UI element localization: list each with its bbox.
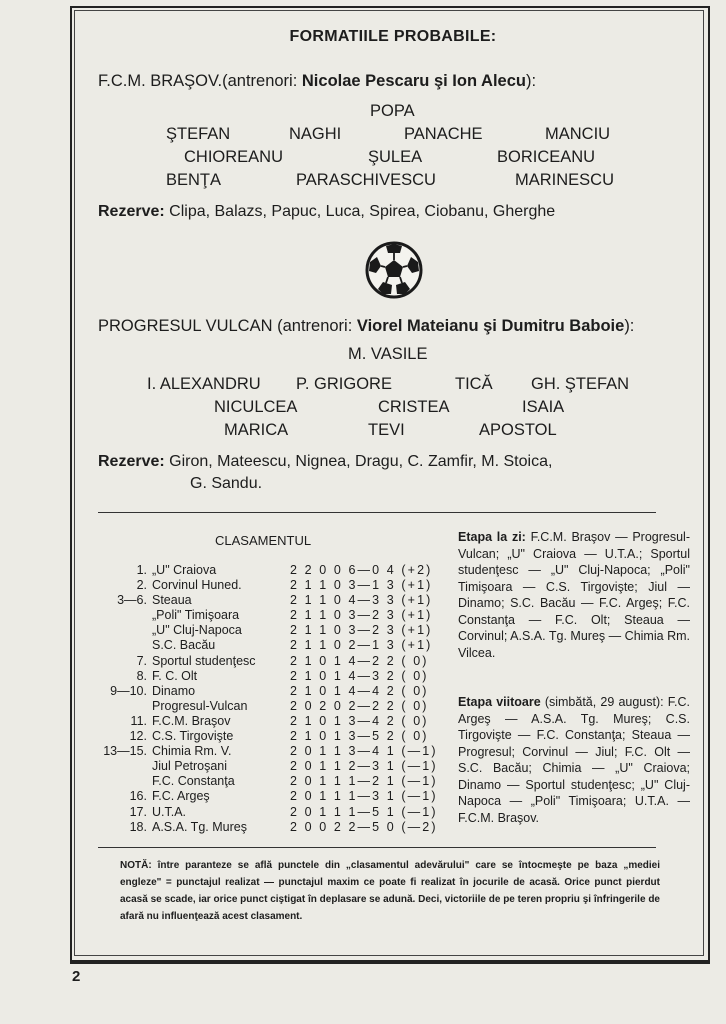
standings-record: 2 1 1 0 3—2 3 (+1) — [290, 608, 433, 623]
team2-defender: TICĂ — [455, 375, 493, 393]
standings-team: Sportul studenţesc — [152, 653, 256, 668]
football-icon — [364, 240, 424, 300]
team2-name: PROGRESUL VULCAN — [98, 317, 273, 335]
team1-coaches-prefix: (antrenori: — [222, 72, 302, 90]
bottom-rule — [70, 962, 710, 964]
standings-team: C.S. Tirgovişte — [152, 729, 234, 744]
team2-forward: TEVI — [368, 421, 405, 439]
team2-defender: GH. ŞTEFAN — [531, 375, 630, 393]
standings-position: 18. — [129, 819, 147, 834]
standings-team: A.S.A. Tg. Mureş — [152, 819, 247, 834]
standings-record: 2 1 0 1 4—4 2 ( 0) — [290, 683, 429, 698]
standings-position: 9—10. — [110, 683, 147, 698]
standings-position: 12. — [129, 729, 147, 744]
page-number: 2 — [72, 968, 81, 985]
standings-title: CLASAMENTUL — [215, 533, 312, 548]
team1-midfielder: BORICEANU — [497, 148, 596, 166]
standings-record: 2 1 0 1 3—5 2 ( 0) — [290, 729, 429, 744]
team2-coaches-suffix: ): — [624, 317, 635, 335]
team2-reserves-list: Giron, Mateescu, Nignea, Dragu, C. Zamfir, M. Stoica, — [169, 453, 553, 470]
current-round-label: Etapa la zi: — [458, 530, 526, 544]
team1-midfielder: CHIOREANU — [184, 148, 284, 166]
team2-midfielder: ISAIA — [522, 398, 565, 416]
team1-goalkeeper: POPA — [370, 102, 415, 120]
team2-forward: APOSTOL — [479, 421, 557, 439]
team1-coaches: Nicolae Pescaru şi Ion Alecu — [301, 72, 526, 90]
team1-defender: NAGHI — [289, 125, 342, 143]
standings-position: 3—6. — [117, 593, 147, 608]
standings-record: 2 1 0 1 3—4 2 ( 0) — [290, 713, 429, 728]
standings-team: Dinamo — [152, 683, 196, 698]
standings-record: 2 1 1 0 2—1 3 (+1) — [290, 638, 433, 653]
standings-record: 2 0 1 1 1—5 1 (—1) — [290, 804, 438, 819]
standings-team: F. C. Olt — [152, 668, 198, 683]
team1-forward: BENŢA — [166, 171, 222, 189]
standings-position: 17. — [129, 804, 147, 819]
current-round — [458, 529, 690, 661]
team1-defender: MANCIU — [545, 125, 611, 143]
standings-record: 2 0 1 1 1—2 1 (—1) — [290, 774, 438, 789]
team2-defender: I. ALEXANDRU — [147, 375, 261, 393]
standings-position: 11. — [130, 713, 147, 728]
standings-team: F.C. Constanţa — [152, 774, 235, 789]
standings-record: 2 0 1 1 1—3 1 (—1) — [290, 789, 438, 804]
standings-team: Chimia Rm. V. — [152, 744, 232, 759]
team2-goalkeeper: M. VASILE — [348, 345, 428, 363]
team1-reserves-label: Rezerve: — [98, 203, 165, 220]
standings-position: 16. — [129, 789, 147, 804]
team1-heading — [98, 72, 536, 91]
team1-reserves-list: Clipa, Balazs, Papuc, Luca, Spirea, Ciobanu, Gherghe — [169, 203, 556, 220]
next-round — [458, 694, 690, 826]
standings-position: 8. — [136, 668, 147, 683]
team2-coaches: Viorel Mateianu şi Dumitru Baboie — [356, 317, 625, 335]
standings-record: 2 0 0 2 2—5 0 (—2) — [290, 819, 438, 834]
team1-defender: ŞTEFAN — [166, 125, 231, 143]
team2-forward: MARICA — [224, 421, 289, 439]
current-round-text: F.C.M. Braşov — Progresul-Vulcan; „U" Craiova — U.T.A.; Sportul studenţesc — „U" Cluj-Napoca; „Poli" Timişoara — C.S. Tirgovişte; Jiul — Dinamo; S.C. Bacău — F.C. Argeş; F.C. Constanţa — F.C. Olt; Steaua — Corvinul; A.S.A. Tg. Mureş — Chimia Rm. Vilcea. — [458, 530, 690, 660]
standings-team: U.T.A. — [152, 804, 187, 819]
standings-position: 13—15. — [103, 744, 147, 759]
team1-midfielder: ŞULEA — [368, 148, 423, 166]
standings-team: „U" Craiova — [152, 563, 217, 577]
standings-team: „Poli" Timişoara — [152, 608, 240, 623]
standings-position: 1. — [136, 563, 147, 577]
standings-team: F.C.M. Braşov — [152, 713, 231, 728]
standings-team: F.C. Argeş — [152, 789, 210, 804]
team1-forward: MARINESCU — [515, 171, 615, 189]
standings-record: 2 0 1 1 2—3 1 (—1) — [290, 759, 438, 774]
team1-reserves — [98, 203, 555, 221]
standings-record: 2 2 0 0 6—0 4 (+2) — [290, 563, 433, 577]
team2-midfielder: CRISTEA — [378, 398, 450, 416]
page-title: FORMATIILE PROBABILE: — [289, 28, 497, 45]
team1-coaches-suffix: ): — [525, 72, 537, 90]
standings-team: „U" Cluj-Napoca — [152, 623, 242, 638]
team2-heading — [98, 317, 634, 336]
note-text: NOTĂ: între paranteze se află punctele din „clasamentul adevărului" care se întocmeşte pe baza „mediei engleze" = punctajul realizat — punctajul maxim ce poate fi realizat în jocurile de acasă. Orice punct pierdut acasă se scade, iar orice punct ciştigat în deplasare se adună. Deci, victoriile de pe teren propriu şi înfringerile de afară nu influenţează acest clasament. — [120, 860, 660, 922]
standings-record: 2 1 1 0 4—3 3 (+1) — [290, 593, 433, 608]
standings-record: 2 0 2 0 2—2 2 ( 0) — [290, 698, 429, 713]
standings-team: Progresul-Vulcan — [152, 698, 248, 713]
team2-reserves-cont: G. Sandu. — [190, 475, 263, 492]
team2-reserves — [98, 453, 552, 471]
team1-forward: PARASCHIVESCU — [296, 171, 436, 189]
team1-defender: PANACHE — [404, 125, 483, 143]
next-round-text: (simbătă, 29 august): F.C. Argeş — A.S.A. Tg. Mureş; C.S. Tirgovişte — F.C. Constanţa; Steaua — Progresul; Corvinul — Jiul; F.C. Olt — S.C. Bacău; Chimia — „U" Craiova; Dinamo — Sportul studenţesc; „U" Cluj-Napoca — „Poli" Timişoara; U.T.A. — F.C.M. Braşov. — [458, 695, 690, 825]
standings-team: S.C. Bacău — [152, 638, 216, 653]
standings-record: 2 1 0 1 4—3 2 ( 0) — [290, 668, 429, 683]
team1-name: F.C.M. BRAŞOV. — [98, 72, 223, 90]
team2-coaches-prefix: (antrenori: — [272, 317, 357, 335]
standings-team: Corvinul Huned. — [152, 578, 242, 593]
standings-position: 7. — [136, 653, 147, 668]
note-divider — [98, 847, 656, 848]
team2-midfielder: NICULCEA — [214, 398, 298, 416]
team2-reserves-label: Rezerve: — [98, 453, 165, 470]
standings-record: 2 1 1 0 3—1 3 (+1) — [290, 578, 433, 593]
standings-record: 2 1 0 1 4—2 2 ( 0) — [290, 653, 429, 668]
standings-record: 2 0 1 1 3—4 1 (—1) — [290, 744, 438, 759]
section-divider — [98, 512, 656, 513]
standings-position: 2. — [136, 578, 147, 593]
standings-team: Steaua — [152, 593, 192, 608]
standings-record: 2 1 1 0 3—2 3 (+1) — [290, 623, 433, 638]
next-round-label: Etapa viitoare — [458, 695, 541, 709]
standings-team: Jiul Petroşani — [152, 759, 228, 774]
team2-defender: P. GRIGORE — [296, 375, 392, 393]
